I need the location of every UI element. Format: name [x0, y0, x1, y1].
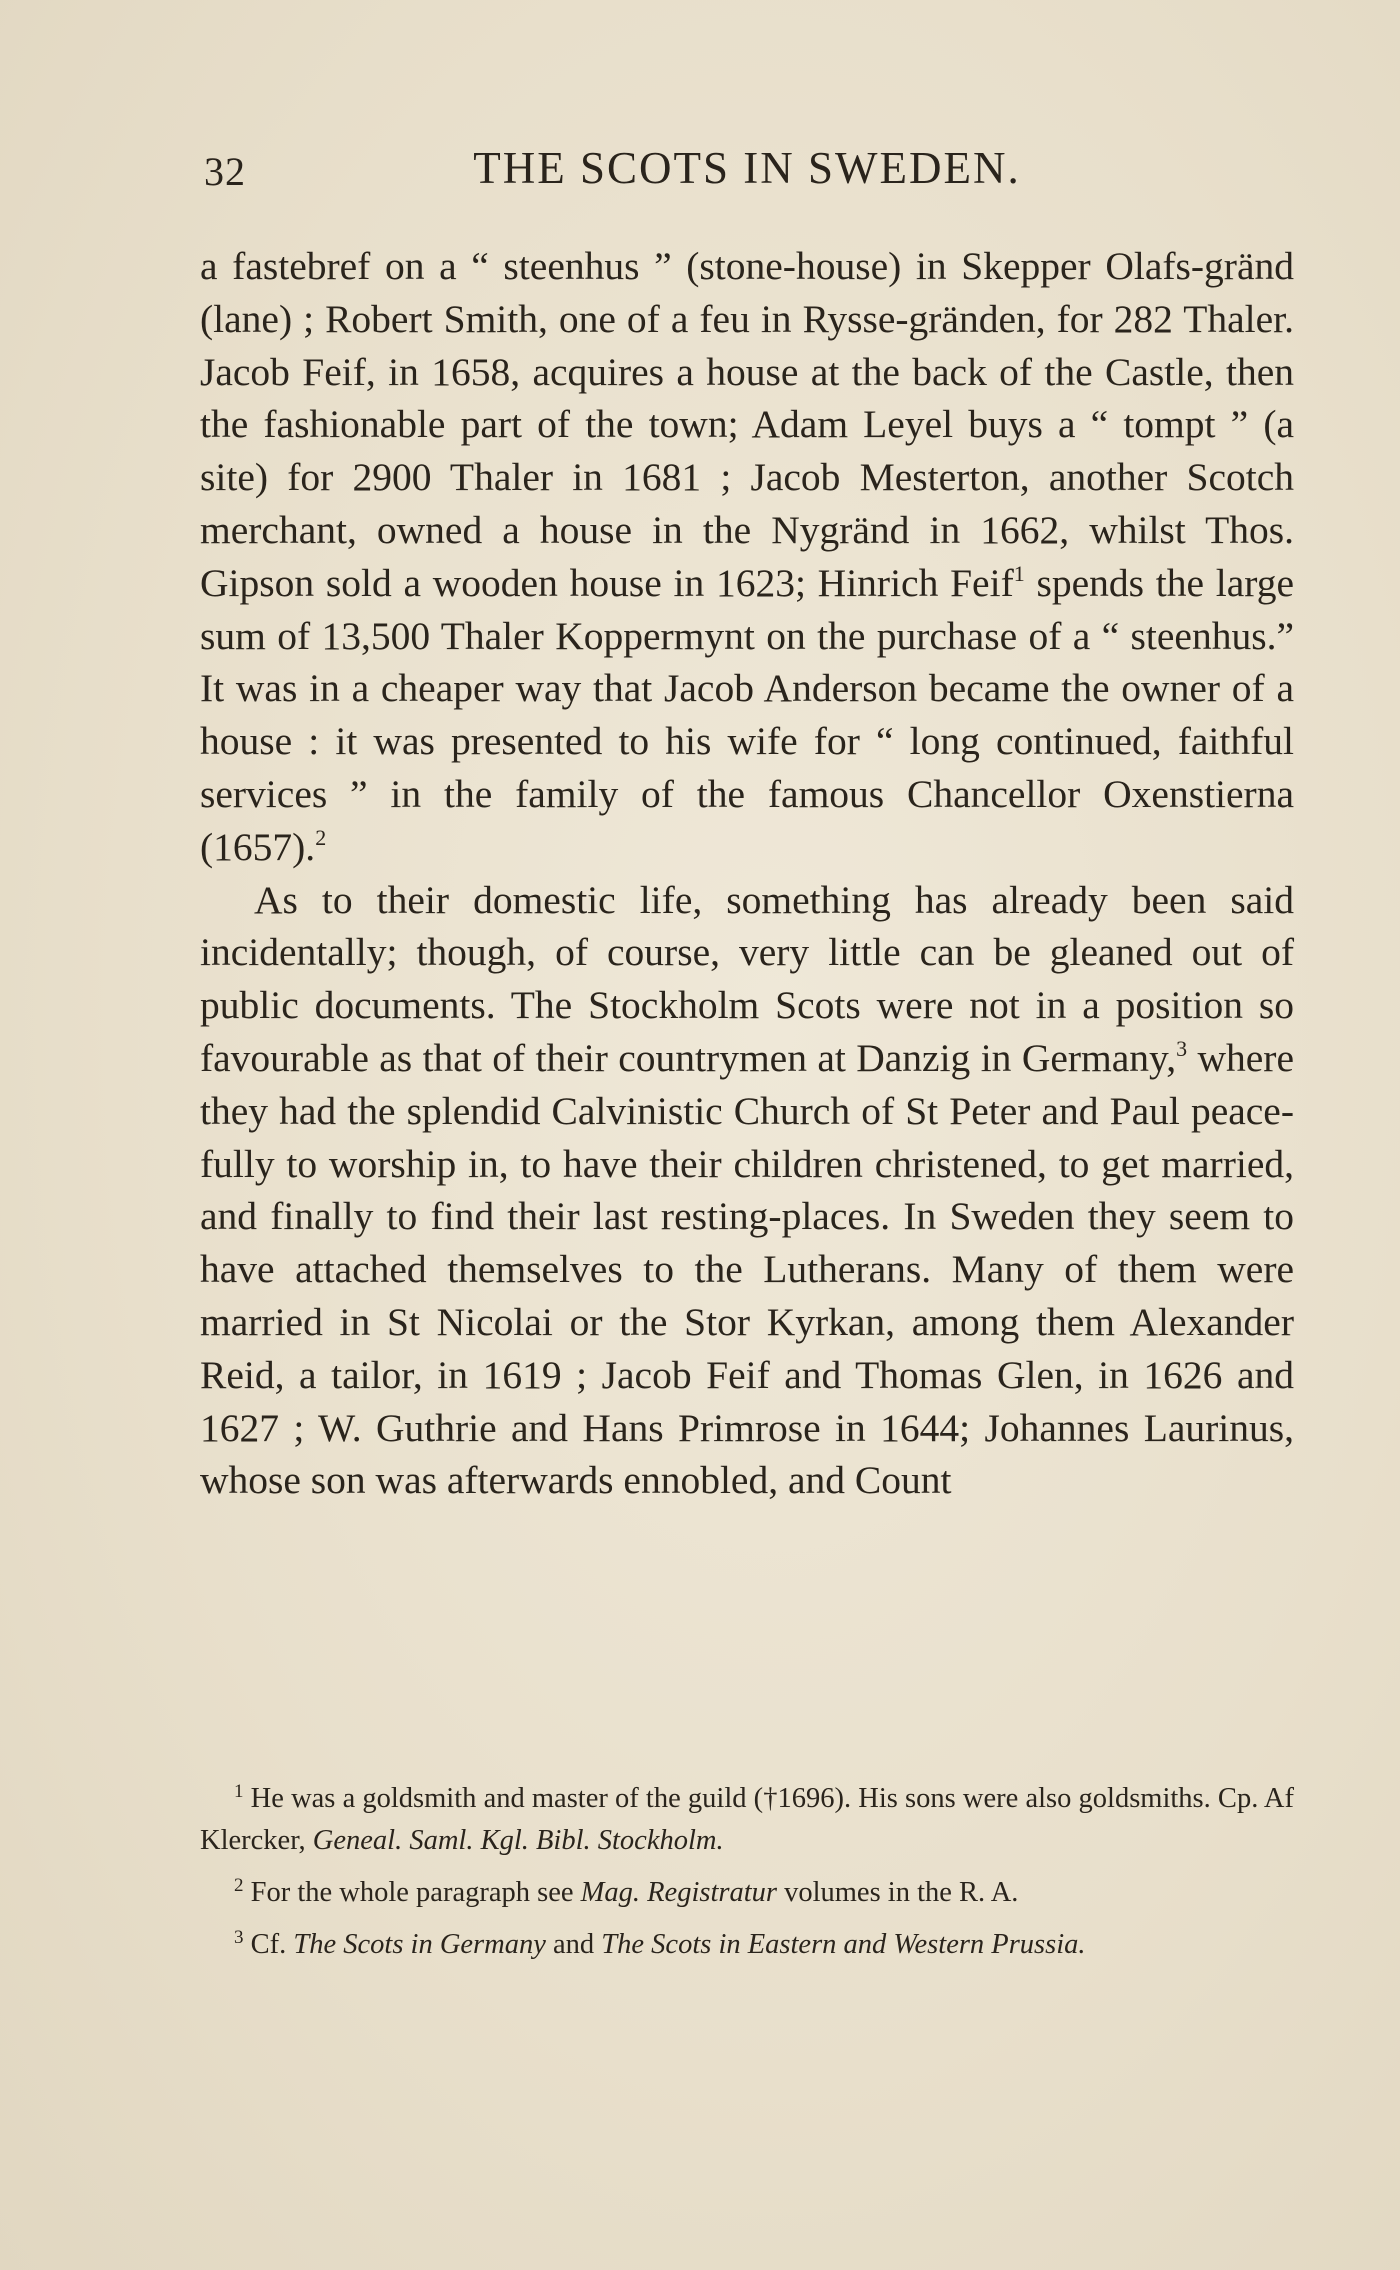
footnote-mark: 1 — [234, 1781, 244, 1802]
footnote-text: He was a goldsmith and master of the guild (†1696). His sons were also goldsmiths. Cp. Af Klercker, — [200, 1783, 1294, 1856]
footnote-1 — [200, 1778, 1294, 1862]
footnote-3 — [200, 1924, 1294, 1966]
paragraph-text: spends the large sum of 13,500 Thaler Koppermynt on the purchase of a “ steenhus.” It was in a cheaper way that Jacob Anderson became the owner of a house : it was presented to his wife for “ long continued, faithful services ” in the family of the famous Chancellor Oxenstierna (1657). — [200, 560, 1295, 869]
body-text — [200, 240, 1294, 1507]
footnote-reference: 2 — [315, 824, 327, 850]
paragraph-text: where they had the splendid Calvinistic Church of St Peter and Paul peace-fully to worship in, to have their children christened, to get married, and finally to find their last resting-places. In Sweden they seem to have attached themselves to the Lutherans. Many of them were married in St Nicolai or the Stor Kyrkan, among them Alexander Reid, a tailor, in 1619 ; Jacob Feif and Thomas Glen, in 1626 and 1627 ; W. Guthrie and Hans Primrose in 1644; Johannes Laurinus, whose son was afterwards ennobled, and Count — [200, 1035, 1294, 1503]
paragraph-text: a fastebref on a “ steenhus ” (stone-house) in Skepper Olafs-gränd (lane) ; Robert Smith, one of a feu in Rysse-gränden, for 282 Thaler. Jacob Feif, in 1658, acquires a house at the back of the Castle, then the fashionable part of the town; Adam Leyel buys a “ tompt ” (a site) for 2900 Thaler in 1681 ; Jacob Mesterton, another Scotch merchant, owned a house in the Nygränd in 1662, whilst Thos. Gipson sold a wooden house in 1623; Hinrich Feif — [200, 244, 1294, 605]
footnote-citation: The Scots in Eastern and Western Prussia. — [601, 1929, 1086, 1960]
footnote-text: volumes in the R. A. — [776, 1877, 1019, 1908]
page-number: 32 — [204, 149, 246, 194]
paragraph-continuation — [200, 240, 1294, 874]
running-title: THE SCOTS IN SWEDEN. — [473, 143, 1021, 193]
footnote-text: and — [545, 1929, 602, 1960]
footnote-reference: 1 — [1013, 560, 1025, 586]
footnote-mark: 3 — [234, 1927, 244, 1948]
footnote-reference: 3 — [1176, 1035, 1188, 1061]
footnote-text: For the whole paragraph see — [243, 1877, 581, 1908]
footnote-citation: Mag. Registratur — [580, 1877, 777, 1908]
running-head — [200, 142, 1294, 202]
footnotes — [200, 1778, 1294, 1976]
footnote-citation: The Scots in Germany — [293, 1929, 546, 1960]
paragraph-text: As to their domestic life, something has already been said incidentally; though, of course, very little can be gleaned out of public documents. The Stockholm Scots were not in a position so favourable as that of their countrymen at Danzig in Germany, — [200, 877, 1294, 1080]
footnote-text: Cf. — [243, 1929, 294, 1960]
footnote-citation: Geneal. Saml. Kgl. Bibl. Stockholm. — [312, 1825, 724, 1856]
footnote-2 — [200, 1872, 1294, 1914]
footnote-mark: 2 — [234, 1875, 244, 1896]
paragraph-domestic-life — [200, 874, 1294, 1508]
